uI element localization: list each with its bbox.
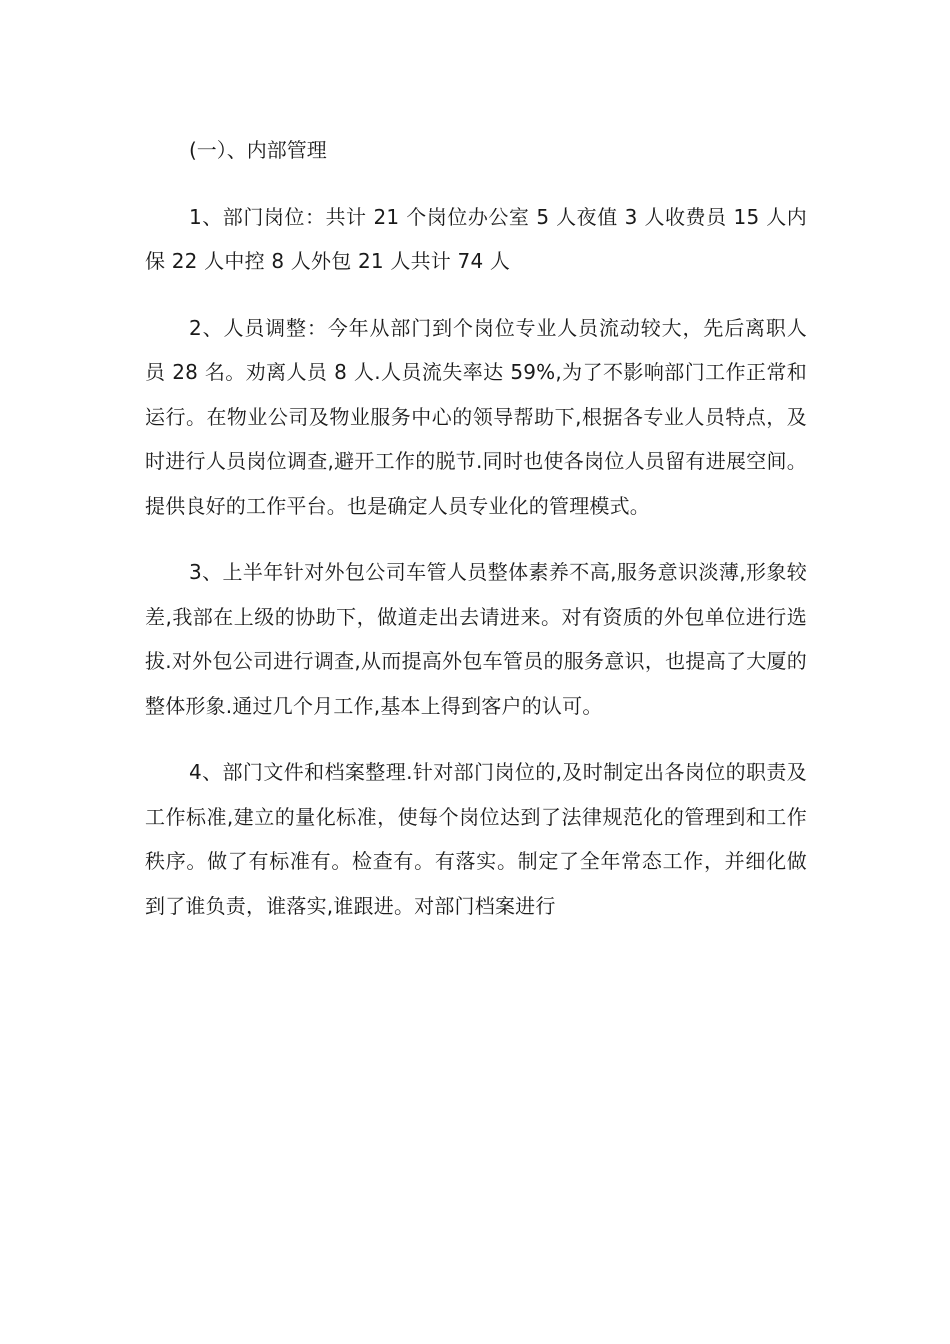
section-heading: (一）、内部管理	[189, 138, 327, 162]
paragraph-staff-adjustment: 2、人员调整：今年从部门到个岗位专业人员流动较大，先后离职人员 28 名。劝离人员 8 人.人员流失率达 59%,为了不影响部门工作正常和运行。在物业公司及物业服务中心的领导帮助下,根据各专业人员特点，及时进行人员岗位调查,避开工作的脱节.同时也使各岗位人员留有进展空间。提供良好的工作平台。也是确定人员专业化的管理模式。	[145, 315, 807, 518]
paragraph-documents-archives: 4、部门文件和档案整理.针对部门岗位的,及时制定出各岗位的职责及工作标准,建立的量化标准，使每个岗位达到了法律规范化的管理到和工作秩序。做了有标准有。检查有。有落实。制定了全年常态工作，并细化做到了谁负责，谁落实,谁跟进。对部门档案进行	[145, 760, 807, 918]
paragraph-outsourcing: 3、上半年针对外包公司车管人员整体素养不高,服务意识淡薄,形象较差,我部在上级的协助下，做道走出去请进来。对有资质的外包单位进行选拔.对外包公司进行调查,从而提高外包车管员的服务意识，也提高了大厦的整体形象.通过几个月工作,基本上得到客户的认可。	[145, 560, 807, 718]
document-body	[145, 128, 807, 928]
paragraph-department-posts: 1、部门岗位：共计 21 个岗位办公室 5 人夜值 3 人收费员 15 人内保 22 人中控 8 人外包 21 人共计 74 人	[145, 204, 807, 273]
